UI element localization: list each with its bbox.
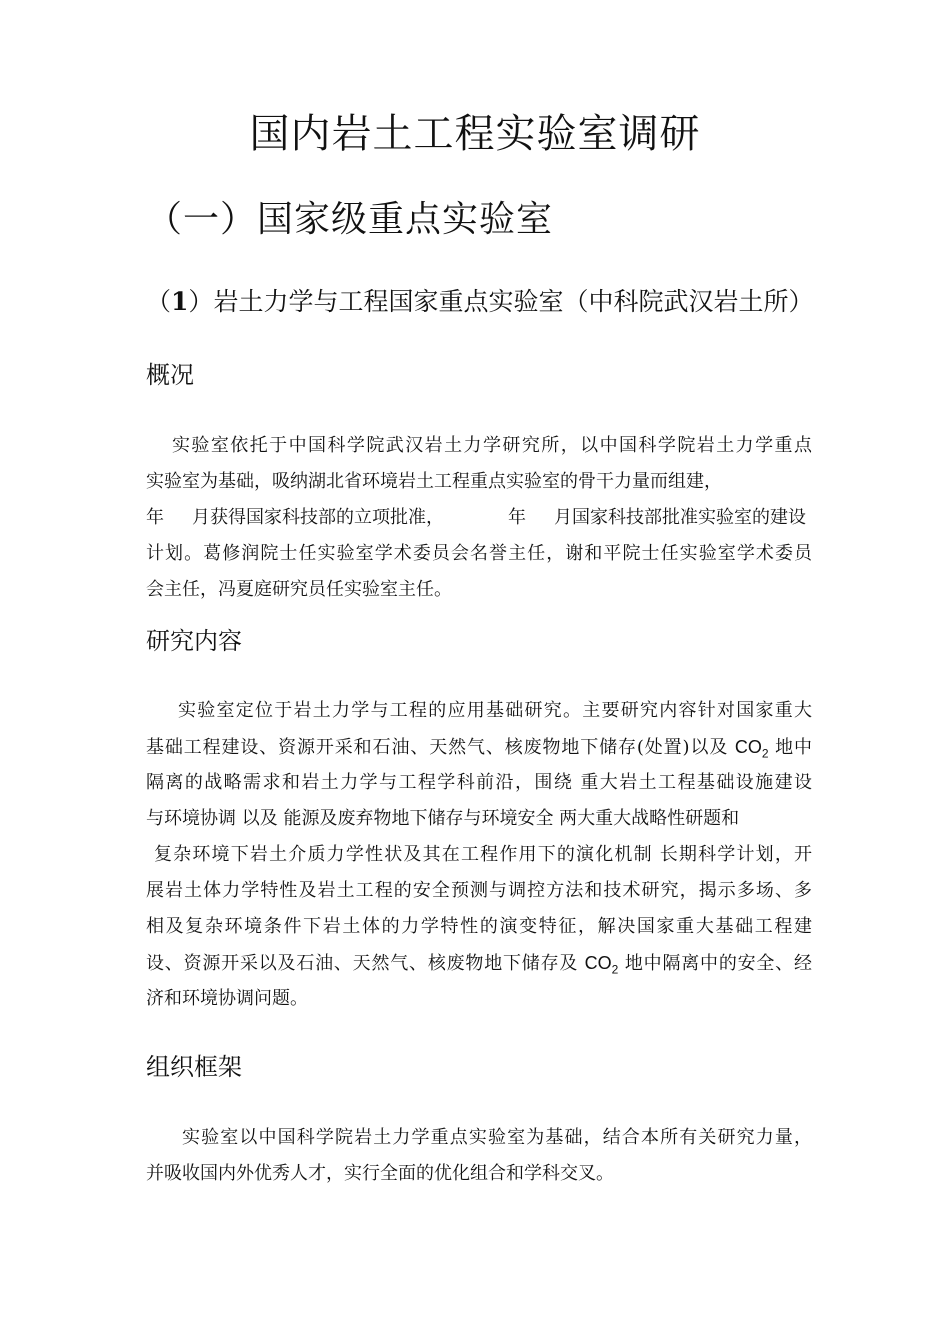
research-line: 展岩土体力学特性及岩土工程的安全预测与调控方法和技术研究，揭示多场、多 <box>146 880 812 901</box>
research-heading: 研究内容 <box>146 627 242 655</box>
organization-heading: 组织框架 <box>146 1053 242 1081</box>
research-paragraph <box>146 693 812 1017</box>
research-line: 复杂环境下岩土介质力学性状及其在工程作用下的演化机制 长期科学计划，开 <box>154 844 812 865</box>
year-label: 年 <box>146 507 164 528</box>
lab-number: 1 <box>171 287 189 316</box>
section-title: （一）国家级重点实验室 <box>146 199 554 240</box>
research-line: 实验室定位于岩土力学与工程的应用基础研究。主要研究内容针对国家重大 <box>178 700 812 721</box>
lab-title-open-paren: （ <box>146 287 172 316</box>
overview-line: 会主任，冯夏庭研究员任实验室主任。 <box>146 579 452 600</box>
lab-title <box>146 284 813 320</box>
overview-paragraph <box>146 428 812 608</box>
organization-line: 实验室以中国科学院岩土力学重点实验室为基础，结合本所有关研究力量， <box>182 1127 812 1148</box>
lab-title-close-paren: ） <box>188 287 214 316</box>
overview-heading: 概况 <box>146 361 194 389</box>
research-line: 隔离的战略需求和岩土力学与工程学科前沿，围绕 重大岩土工程基础设施建设 <box>146 772 812 793</box>
overview-line: 年 月获得国家科技部的立项批准， 年 月国家科技部批准实验室的建设 <box>146 507 806 528</box>
organization-line: 并吸收国内外优秀人才，实行全面的优化组合和学科交叉。 <box>146 1163 614 1184</box>
co2-formula: $CO_2$ <box>584 953 619 977</box>
research-line: 与环境协调 以及 能源及废弃物地下储存与环境安全 两大重大战略性研题和 <box>146 808 740 829</box>
co2-formula: $CO_2$ <box>734 737 769 761</box>
research-line: 相及复杂环境条件下岩土体的力学特性的演变特征，解决国家重大基础工程建 <box>146 916 812 937</box>
year-label: 年 <box>508 507 526 528</box>
organization-paragraph <box>146 1120 812 1192</box>
research-line: 基础工程建设、资源开采和石油、天然气、核废物地下储存(处置)以及 $CO_2$ 地中 <box>146 737 812 761</box>
overview-line: 实验室依托于中国科学院武汉岩土力学研究所，以中国科学院岩土力学重点 <box>172 435 812 456</box>
document-title: 国内岩土工程实验室调研 <box>249 111 701 157</box>
research-line: 济和环境协调问题。 <box>146 988 308 1009</box>
overview-line: 实验室为基础，吸纳湖北省环境岩土工程重点实验室的骨干力量而组建， <box>146 471 722 492</box>
lab-name: 岩土力学与工程国家重点实验室（中科院武汉岩土所） <box>213 287 814 316</box>
research-line: 设、资源开采以及石油、天然气、核废物地下储存及 $CO_2$ 地中隔离中的安全、经 <box>146 953 812 977</box>
overview-line: 计划。葛修润院士任实验室学术委员会名誉主任，谢和平院士任实验室学术委员 <box>146 543 812 564</box>
